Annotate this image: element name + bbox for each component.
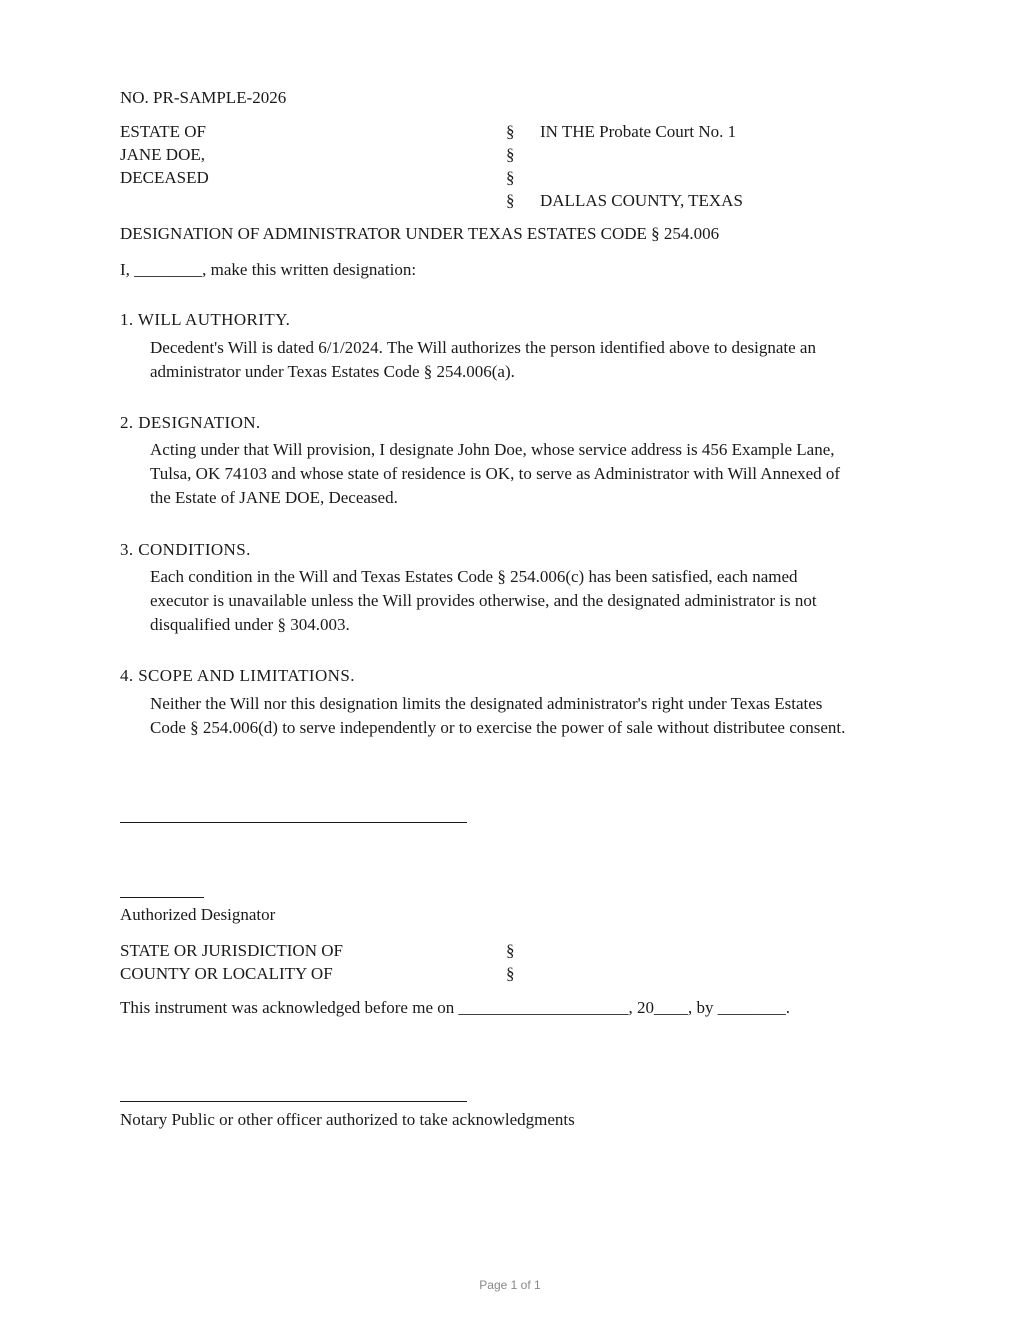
section-text-line: Each condition in the Will and Texas Estates Code § 254.006(c) has been satisfied, each named [150, 567, 798, 586]
section-text-line: Neither the Will nor this designation limits the designated administrator's right under Texas Estates [150, 694, 823, 713]
section-text-line: Code § 254.006(d) to serve independently or to exercise the power of sale without distributee consent. [150, 718, 846, 737]
signature-line [120, 822, 467, 823]
section-text-line: executor is unavailable unless the Will provides otherwise, and the designated administrator is not [150, 591, 817, 610]
section-text-line: the Estate of JANE DOE, Deceased. [150, 488, 398, 507]
signature-date-line [120, 897, 204, 898]
caption-left-line-3: DECEASED [120, 168, 209, 187]
court-name: IN THE Probate Court No. 1 [540, 122, 737, 141]
notary-state-label: STATE OR JURISDICTION OF [120, 941, 343, 960]
section-heading-scope-and-limitations: 4. SCOPE AND LIMITATIONS. [120, 666, 355, 685]
section-symbol: § [506, 122, 515, 141]
section-symbol: § [506, 941, 515, 960]
notary-signature-label: Notary Public or other officer authorized to take acknowledgments [120, 1110, 575, 1129]
acknowledgment-statement: This instrument was acknowledged before me on ____________________, 20____, by ________. [120, 998, 790, 1017]
section-heading-conditions: 3. CONDITIONS. [120, 540, 251, 559]
document-title: DESIGNATION OF ADMINISTRATOR UNDER TEXAS ESTATES CODE § 254.006 [120, 224, 720, 243]
page-number: Page 1 of 1 [479, 1278, 541, 1292]
section-symbol: § [506, 168, 515, 187]
section-text-line: Tulsa, OK 74103 and whose state of residence is OK, to serve as Administrator with Will Annexed of [150, 464, 841, 483]
case-number: NO. PR-SAMPLE-2026 [120, 88, 287, 107]
section-text-line: Acting under that Will provision, I designate John Doe, whose service address is 456 Example Lane, [150, 440, 835, 459]
notary-county-label: COUNTY OR LOCALITY OF [120, 964, 333, 983]
section-text-line: disqualified under § 304.003. [150, 615, 350, 634]
section-symbol: § [506, 964, 515, 983]
section-symbol: § [506, 145, 515, 164]
notary-signature-line [120, 1101, 467, 1102]
section-text-line: Decedent's Will is dated 6/1/2024. The Will authorizes the person identified above to designate an [150, 338, 816, 357]
section-heading-will-authority: 1. WILL AUTHORITY. [120, 310, 291, 329]
county-name: DALLAS COUNTY, TEXAS [540, 191, 743, 210]
caption-left-line-1: ESTATE OF [120, 122, 207, 141]
intro-statement: I, ________, make this written designation: [120, 260, 417, 279]
signature-label: Authorized Designator [120, 905, 276, 924]
section-text-line: administrator under Texas Estates Code § 254.006(a). [150, 362, 515, 381]
caption-left-line-2: JANE DOE, [120, 145, 205, 164]
section-heading-designation: 2. DESIGNATION. [120, 413, 261, 432]
section-symbol: § [506, 191, 515, 210]
